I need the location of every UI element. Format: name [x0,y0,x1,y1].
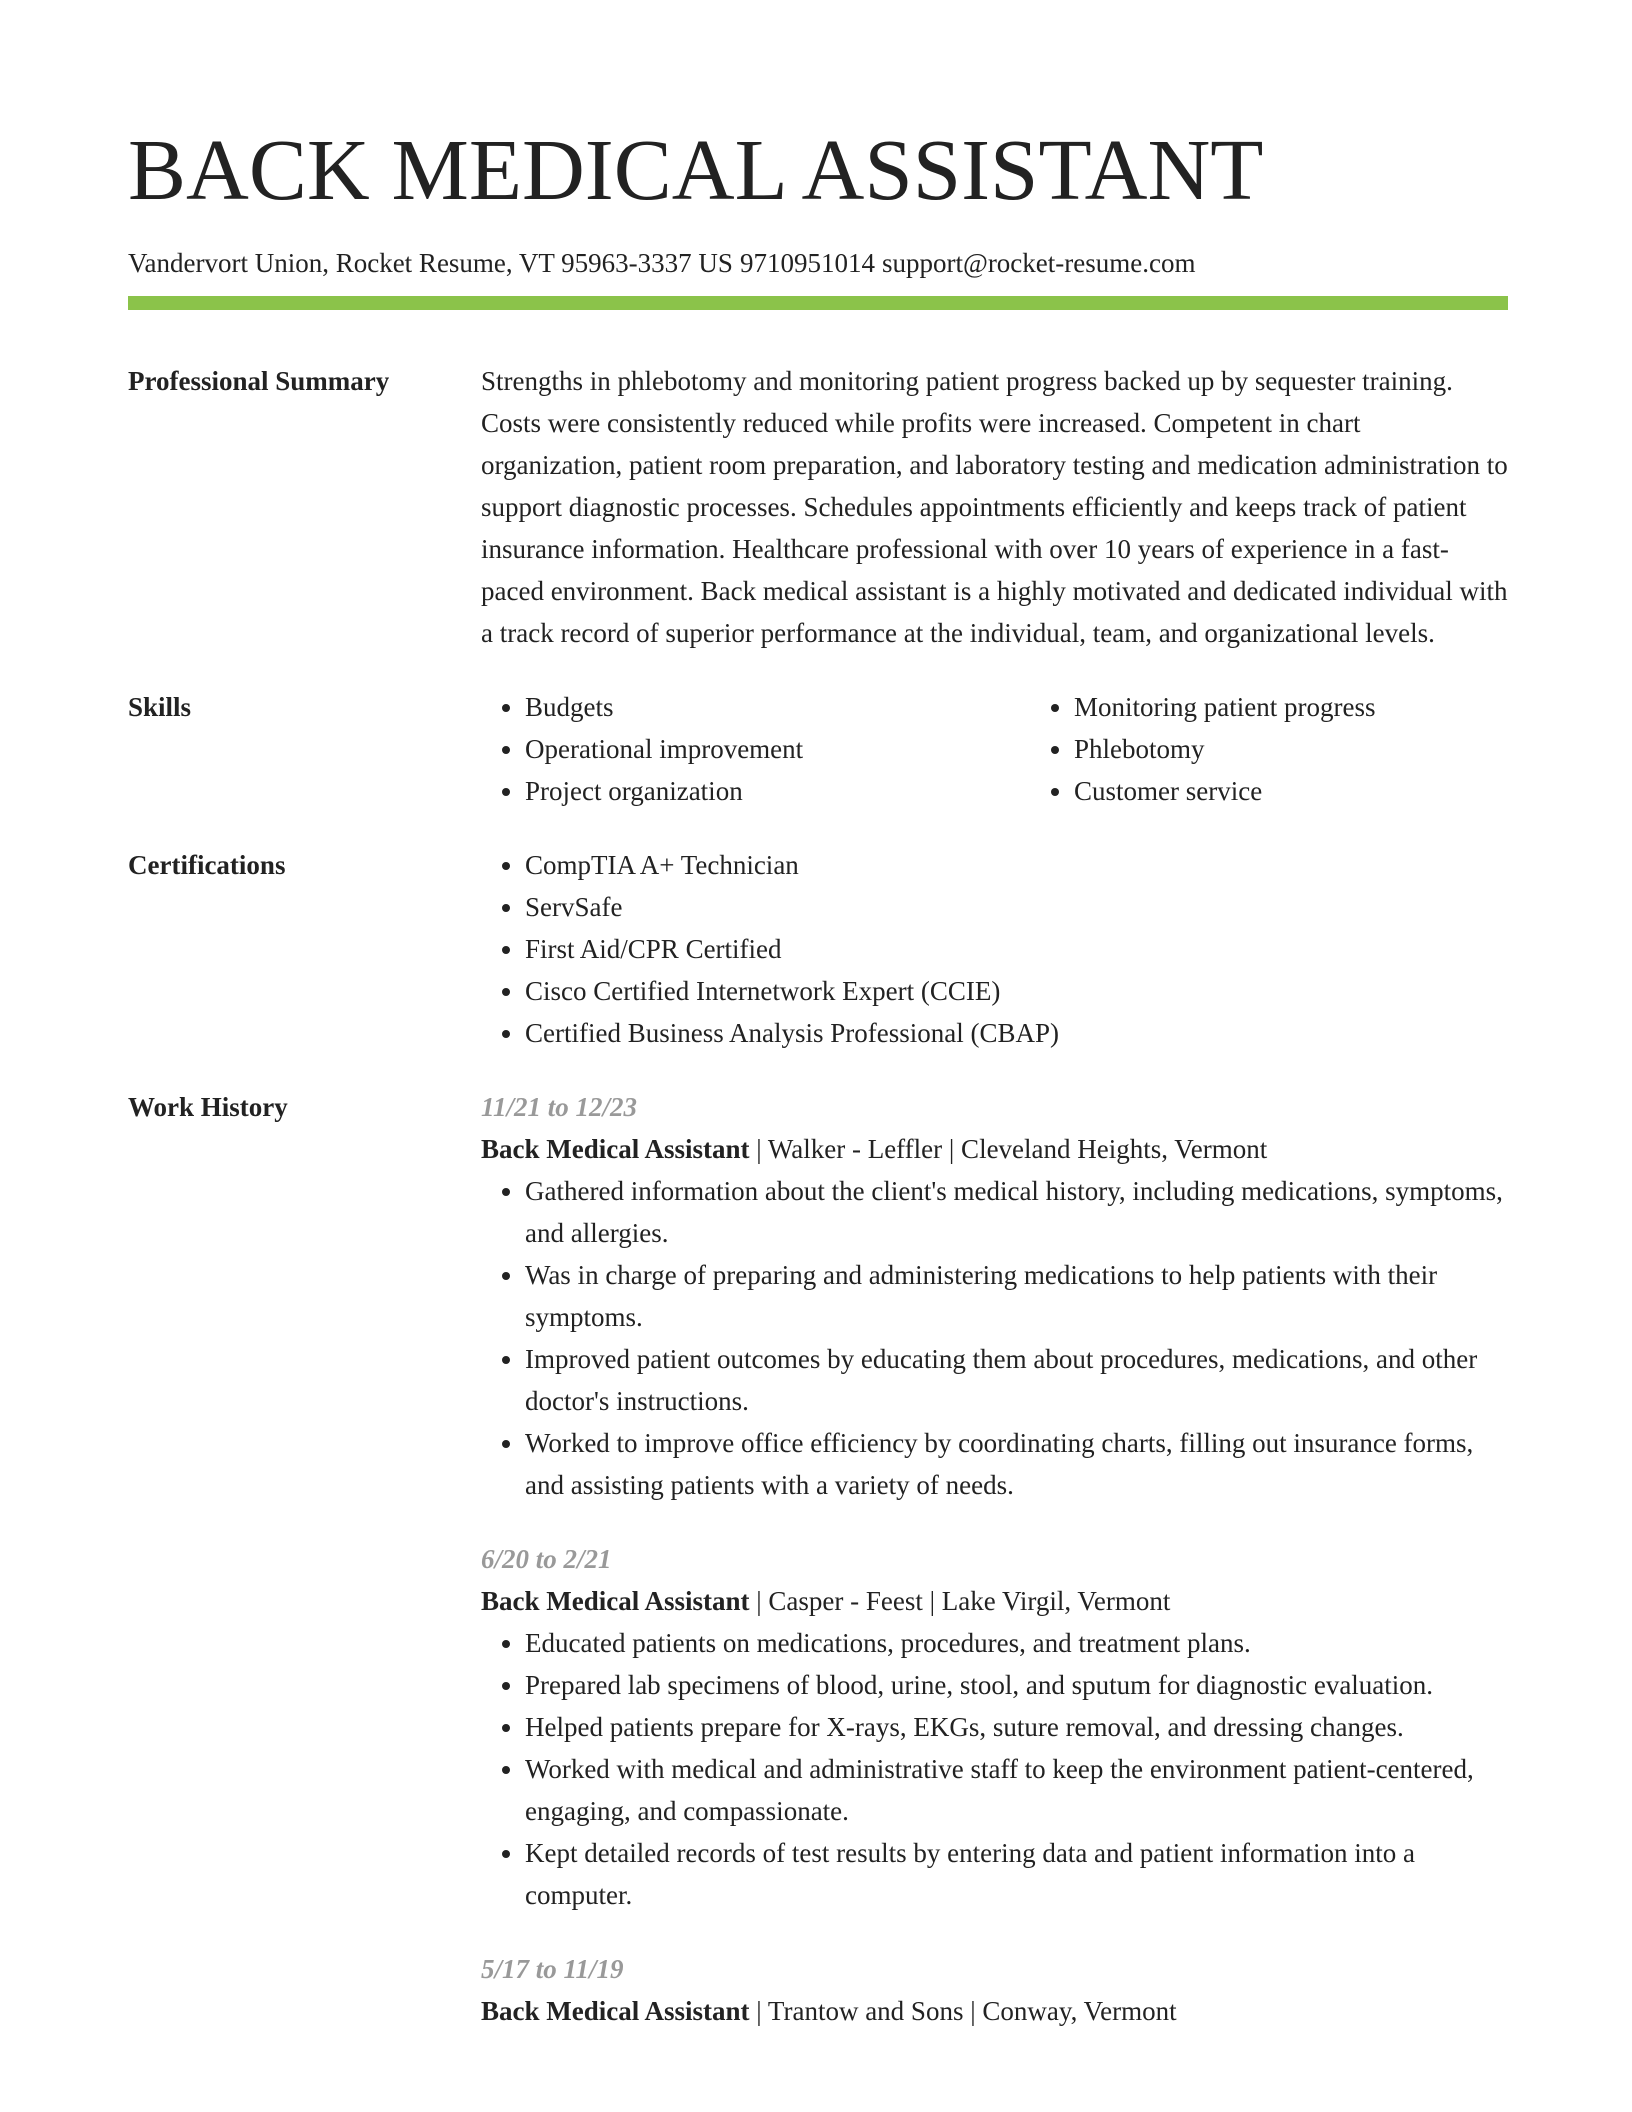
job-bullet: • Helped patients prepare for X-rays, EKGs, suture removal, and dressing changes. [525,1706,1508,1748]
skills-section [128,654,1508,812]
certifications-section [128,812,1508,1054]
job-title: Back Medical Assistant [481,1134,750,1164]
job-details: | Casper - Feest | Lake Virgil, Vermont [749,1586,1171,1616]
certifications-label: Certifications [128,850,286,880]
certification-item: • First Aid/CPR Certified [525,928,1508,970]
resume-name: BACK MEDICAL ASSISTANT [128,121,1264,218]
contact-line [128,246,1508,280]
job-bullet: • Educated patients on medications, procedures, and treatment plans. [525,1622,1508,1664]
job-entry [481,1538,1508,1916]
job-entry [481,1086,1508,1506]
certifications-list [481,844,1508,1054]
job-entry [481,1948,1508,2032]
certification-item: • CompTIA A+ Technician [525,844,1508,886]
summary-label: Professional Summary [128,366,390,396]
summary-section [128,310,1508,654]
job-bullet: • Prepared lab specimens of blood, urine, stool, and sputum for diagnostic evaluation. [525,1664,1508,1706]
header-divider [128,296,1508,310]
job-title: Back Medical Assistant [481,1996,750,2026]
job-bullet: • Improved patient outcomes by educating them about procedures, medications, and other doctor's instructions. [525,1338,1508,1422]
job-bullets [481,1622,1508,1916]
job-bullet: • Gathered information about the client's medical history, including medications, symptoms, and allergies. [525,1170,1508,1254]
contact-email: support@rocket-resume.com [881,248,1196,278]
job-dates: 5/17 to 11/19 [481,1954,624,1984]
skills-list-right [1030,686,1579,812]
job-bullet: • Kept detailed records of test results by entering data and patient information into a computer. [525,1832,1508,1916]
job-dates: 6/20 to 2/21 [481,1544,612,1574]
skill-item: • Phlebotomy [1074,728,1579,770]
skills-list-left [481,686,1030,812]
job-title-line [481,1128,1508,1170]
work-history-body [481,1086,1508,2064]
contact-address: Vandervort Union, Rocket Resume, VT 95963-3337 US [128,248,733,278]
certification-item: • ServSafe [525,886,1508,928]
work-history-section [128,1054,1508,2064]
job-title-line [481,1580,1508,1622]
job-details: | Trantow and Sons | Conway, Vermont [749,1996,1177,2026]
job-title-line [481,1990,1508,2032]
job-dates: 11/21 to 12/23 [481,1092,638,1122]
certifications-body [481,844,1508,1054]
job-bullets [481,1170,1508,1506]
contact-phone: 9710951014 [739,248,875,278]
skills-grid [481,686,1579,812]
skills-label: Skills [128,692,192,722]
summary-body [481,360,1508,654]
skill-item: • Operational improvement [525,728,1030,770]
job-bullet: • Worked to improve office efficiency by coordinating charts, filling out insurance forms, and assisting patients with a variety of needs. [525,1422,1508,1506]
summary-text: Strengths in phlebotomy and monitoring patient progress backed up by sequester training. Costs were consistently reduced while profits were increased. Competent in chart organization, patient room preparation, and laboratory testing and medication administration to support diagnostic processes. Schedules appointments efficiently and keeps track of patient insurance information. Healthcare professional with over 10 years of experience in a fast-paced environment. Back medical assistant is a highly motivated and dedicated individual with a track record of superior performance at the individual, team, and organizational levels. [481,366,1508,648]
work-history-label: Work History [128,1092,288,1122]
job-bullet: • Worked with medical and administrative staff to keep the environment patient-centered, engaging, and compassionate. [525,1748,1508,1832]
job-bullet: • Was in charge of preparing and administering medications to help patients with their symptoms. [525,1254,1508,1338]
skill-item: • Project organization [525,770,1030,812]
job-details: | Walker - Leffler | Cleveland Heights, Vermont [749,1134,1268,1164]
skill-item: • Monitoring patient progress [1074,686,1579,728]
certification-item: • Certified Business Analysis Professional (CBAP) [525,1012,1508,1054]
skill-item: • Budgets [525,686,1030,728]
resume-page [128,0,1508,2064]
job-title: Back Medical Assistant [481,1586,750,1616]
skill-item: • Customer service [1074,770,1579,812]
certification-item: • Cisco Certified Internetwork Expert (CCIE) [525,970,1508,1012]
